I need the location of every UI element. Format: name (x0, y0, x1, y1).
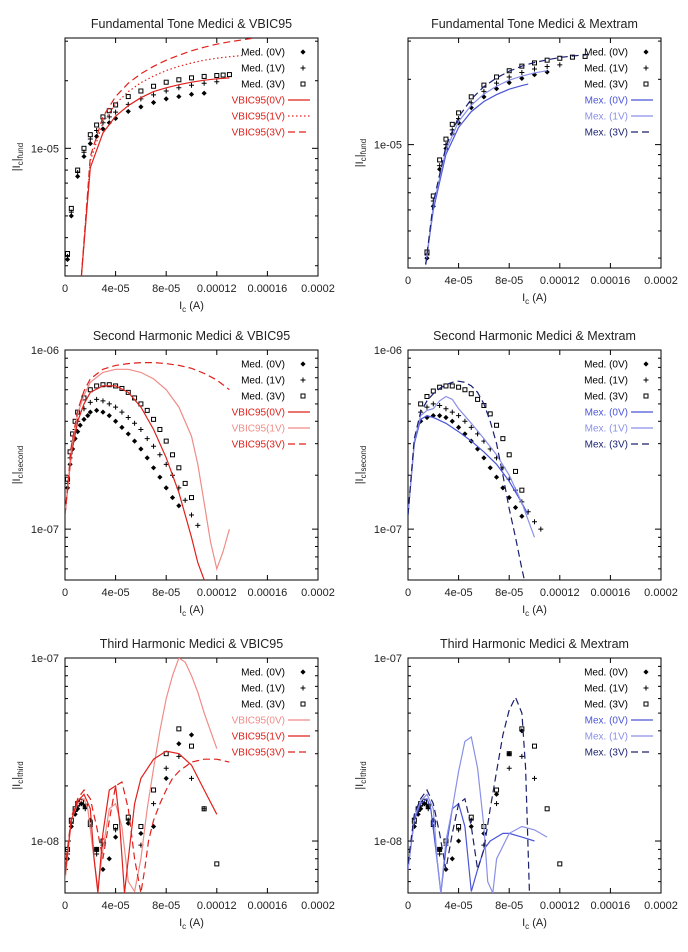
legend-marker (301, 66, 306, 71)
data-point-med-0v (107, 856, 112, 861)
chart-title: Third Harmonic Medici & VBIC95 (99, 637, 284, 651)
legend-label: VBIC95(0V) (231, 715, 285, 727)
legend-label: Med. (1V) (241, 683, 285, 695)
legend-label: Med. (0V) (241, 47, 285, 59)
data-point-med-3v (202, 74, 206, 78)
legend-label: VBIC95(3V) (231, 747, 285, 759)
data-point-med-1v (494, 801, 499, 806)
data-point-med-3v (444, 137, 448, 141)
data-point-med-3v (488, 412, 492, 416)
legend-label: Med. (0V) (584, 47, 628, 59)
data-point-med-0v (132, 439, 137, 444)
data-point-med-0v (443, 415, 448, 420)
x-tick-label: 0 (61, 283, 69, 295)
series-line-vbic95-1v (65, 751, 217, 893)
data-point-med-0v (100, 410, 105, 415)
data-point-med-1v (183, 498, 188, 503)
y-axis-label: $|I_c|_{fund}$ (11, 142, 25, 172)
data-point-med-1v (126, 415, 131, 420)
data-point-med-3v (495, 75, 499, 79)
data-point-med-3v (450, 384, 454, 388)
data-point-med-1v (164, 89, 169, 94)
legend-label: VBIC95(0V) (231, 407, 285, 419)
data-point-med-0v (138, 446, 143, 451)
legend (584, 360, 653, 451)
y-tick-label: 1e-07 (30, 524, 59, 537)
legend-label: Med. (3V) (584, 699, 628, 711)
legend-label: Mex. (1V) (584, 423, 628, 435)
x-tick-label: 4e-05 (101, 283, 130, 295)
data-point-med-0v (456, 425, 461, 430)
x-tick-label: 4e-05 (444, 587, 473, 599)
y-tick-label: 1e-06 (373, 345, 402, 357)
data-point-med-3v (227, 73, 231, 77)
data-point-med-1v (119, 410, 124, 415)
x-tick-label: 8e-05 (152, 283, 181, 295)
plot-area (408, 381, 543, 580)
legend-label: VBIC95(1V) (231, 731, 285, 743)
x-tick-label: 0.00016 (590, 587, 631, 599)
legend-label: Med. (1V) (241, 375, 285, 387)
legend-label: Med. (0V) (584, 359, 628, 371)
data-point-med-0v (494, 475, 499, 480)
data-point-med-3v (514, 469, 518, 473)
data-point-med-1v (132, 421, 137, 426)
legend-marker (643, 361, 648, 366)
data-point-med-0v (513, 505, 518, 510)
data-point-med-3v (177, 466, 181, 470)
legend-label: VBIC95(0V) (231, 95, 285, 107)
x-tick-label: 0.0002 (644, 275, 678, 287)
data-point-med-1v (456, 413, 461, 418)
data-point-med-3v (95, 384, 99, 388)
x-tick-label: 0.0002 (644, 900, 678, 912)
legend-marker (300, 49, 305, 54)
data-point-med-0v (176, 503, 181, 508)
data-point-med-1v (88, 400, 93, 405)
data-point-med-1v (557, 62, 562, 67)
data-point-med-3v (139, 89, 143, 93)
y-tick-label: 1e-08 (30, 836, 59, 849)
legend-label: Med. (0V) (241, 359, 285, 371)
data-point-med-1v (189, 512, 194, 517)
data-point-med-1v (507, 766, 512, 771)
legend-label: Med. (3V) (584, 391, 628, 403)
data-point-med-3v (177, 727, 181, 731)
data-point-med-0v (113, 419, 118, 424)
data-point-med-1v (113, 110, 118, 115)
data-point-med-3v (495, 788, 499, 792)
data-point-med-0v (176, 94, 181, 99)
data-point-med-3v (95, 123, 99, 127)
data-point-med-1v (94, 851, 99, 856)
series-line-mex-3v (426, 55, 585, 265)
data-point-med-3v (190, 744, 194, 748)
data-point-med-1v (507, 74, 512, 79)
data-point-med-3v (139, 825, 143, 829)
data-point-med-1v (519, 70, 524, 75)
x-axis-label: $I_c$ (A) (179, 917, 204, 931)
legend-marker (301, 82, 305, 86)
legend-label: Mex. (0V) (584, 407, 628, 419)
legend-marker (644, 702, 648, 706)
data-point-med-1v (151, 444, 156, 449)
chart-title: Fundamental Tone Medici & VBIC95 (90, 17, 293, 31)
x-tick-label: 0 (61, 587, 69, 599)
series-line-vbic95-3v (81, 38, 254, 276)
data-point-med-3v (425, 395, 429, 399)
legend-label: Mex. (0V) (584, 715, 628, 727)
data-point-med-1v (532, 519, 537, 524)
legend-label: VBIC95(3V) (231, 439, 285, 451)
data-point-med-0v (151, 100, 156, 105)
data-point-med-0v (138, 831, 143, 836)
legend-marker (300, 669, 305, 674)
data-point-med-0v (481, 455, 486, 460)
data-point-med-1v (462, 419, 467, 424)
legend (584, 668, 653, 759)
data-point-med-3v (190, 76, 194, 80)
data-point-med-3v (215, 74, 219, 78)
legend-marker (301, 686, 306, 691)
legend-marker (644, 378, 649, 383)
plot-area (65, 363, 229, 580)
chart-panel-1 (11, 17, 335, 314)
x-tick-label: 0.00016 (247, 587, 288, 599)
data-point-med-1v (195, 523, 200, 528)
legend-marker (644, 394, 648, 398)
y-axis-label: $|I_c|_{third}$ (354, 761, 368, 790)
y-tick-label: 1e-08 (373, 836, 402, 849)
data-point-med-1v (145, 436, 150, 441)
x-tick-label: 4e-05 (101, 587, 130, 599)
data-point-med-1v (545, 64, 550, 69)
y-tick-label: 1e-07 (30, 653, 59, 665)
data-point-med-1v (532, 776, 537, 781)
legend-label: Mex. (1V) (584, 111, 628, 123)
legend-label: Mex. (3V) (584, 747, 628, 759)
data-point-med-1v (164, 766, 169, 771)
data-point-med-0v (519, 514, 524, 519)
data-point-med-1v (189, 776, 194, 781)
x-tick-label: 8e-05 (495, 587, 524, 599)
data-point-med-3v (457, 385, 461, 389)
data-point-med-3v (190, 496, 194, 500)
data-point-med-0v (176, 741, 181, 746)
data-point-med-3v (438, 158, 442, 162)
legend (232, 668, 310, 759)
data-point-med-0v (164, 96, 169, 101)
data-point-med-0v (450, 419, 455, 424)
legend-label: Med. (3V) (584, 79, 628, 91)
x-tick-label: 0 (61, 900, 69, 912)
x-tick-label: 4e-05 (444, 900, 473, 912)
data-point-med-1v (424, 405, 429, 410)
data-point-med-1v (88, 137, 93, 142)
data-point-med-3v (476, 397, 480, 401)
data-point-med-0v (88, 141, 93, 146)
legend-label: Mex. (0V) (584, 95, 628, 107)
legend-marker (644, 82, 648, 86)
data-point-med-0v (94, 408, 99, 413)
data-point-med-3v (419, 402, 423, 406)
x-tick-label: 0.00016 (247, 900, 288, 912)
series-line-vbic95-0v (65, 658, 217, 892)
data-point-med-0v (202, 91, 207, 96)
legend-marker (301, 702, 305, 706)
data-point-med-1v (437, 851, 442, 856)
data-point-med-0v (164, 776, 169, 781)
x-tick-label: 0.00012 (539, 275, 580, 287)
legend (232, 360, 310, 451)
data-point-med-3v (126, 95, 130, 99)
x-tick-label: 0 (404, 900, 412, 912)
data-point-med-1v (214, 79, 219, 84)
x-axis-label: $I_c$ (A) (179, 300, 204, 314)
data-point-med-0v (126, 109, 131, 114)
data-point-med-0v (107, 413, 112, 418)
legend-marker (301, 394, 305, 398)
series-line-vbic95-0v (81, 78, 229, 276)
data-point-med-1v (450, 410, 455, 415)
data-point-med-3v (221, 73, 225, 77)
legend-label: Med. (1V) (584, 375, 628, 387)
x-tick-label: 0.00016 (247, 283, 288, 295)
legend-label: VBIC95(3V) (231, 127, 285, 139)
data-point-med-0v (113, 835, 118, 840)
data-point-med-0v (456, 838, 461, 843)
x-tick-label: 0 (404, 587, 412, 599)
legend-marker (644, 686, 649, 691)
data-point-med-0v (78, 423, 83, 428)
data-point-med-0v (138, 104, 143, 109)
data-point-med-3v (558, 862, 562, 866)
chart-panel-6 (354, 637, 678, 931)
data-point-med-1v (532, 67, 537, 72)
legend-marker (643, 49, 648, 54)
legend (232, 48, 310, 139)
data-point-med-3v (469, 392, 473, 396)
legend-label: Med. (3V) (241, 391, 285, 403)
x-tick-label: 0.00012 (539, 900, 580, 912)
x-tick-label: 8e-05 (495, 275, 524, 287)
data-point-med-0v (157, 475, 162, 480)
data-point-med-3v (145, 408, 149, 412)
data-point-med-0v (164, 485, 169, 490)
data-point-med-1v (107, 401, 112, 406)
data-point-med-3v (158, 427, 162, 431)
plot-area (65, 658, 229, 893)
series-line-vbic95-1v (65, 369, 229, 569)
x-tick-label: 0.00016 (590, 900, 631, 912)
data-point-med-1v (100, 398, 105, 403)
data-point-med-0v (437, 413, 442, 418)
data-point-med-0v (170, 495, 175, 500)
y-tick-label: 1e-05 (30, 143, 59, 156)
data-point-med-0v (119, 425, 124, 430)
data-point-med-1v (202, 81, 207, 86)
data-point-med-3v (469, 95, 473, 99)
x-tick-label: 4e-05 (101, 900, 130, 912)
chart-panel-5 (11, 637, 335, 931)
data-point-med-1v (157, 452, 162, 457)
plot-area (408, 697, 562, 893)
data-point-med-1v (176, 85, 181, 90)
legend-label: VBIC95(1V) (231, 423, 285, 435)
data-point-med-0v (450, 856, 455, 861)
data-point-med-3v (533, 744, 537, 748)
legend-label: Med. (0V) (584, 667, 628, 679)
data-point-med-1v (189, 83, 194, 88)
data-point-med-3v (215, 862, 219, 866)
chart-title: Third Harmonic Medici & Mextram (440, 637, 629, 651)
chart-title: Second Harmonic Medici & VBIC95 (92, 329, 291, 343)
chart-title: Second Harmonic Medici & Mextram (433, 329, 636, 343)
legend-marker (644, 66, 649, 71)
chart-title: Fundamental Tone Medici & Mextram (431, 17, 638, 31)
data-point-med-3v (88, 133, 92, 137)
data-point-med-0v (151, 824, 156, 829)
series-line-mex-0v (408, 799, 535, 893)
data-point-med-1v (94, 397, 99, 402)
data-point-med-3v (501, 437, 505, 441)
legend-label: Mex. (1V) (584, 731, 628, 743)
plot-area (65, 38, 255, 276)
y-tick-label: 1e-05 (373, 139, 402, 152)
x-tick-label: 8e-05 (152, 900, 181, 912)
y-axis-label: $|I_c|_{second}$ (354, 445, 368, 485)
x-tick-label: 0.00012 (196, 587, 237, 599)
data-point-med-3v (171, 453, 175, 457)
legend-label: Med. (1V) (584, 683, 628, 695)
legend-label: Mex. (3V) (584, 439, 628, 451)
data-point-med-0v (545, 69, 550, 74)
data-point-med-3v (463, 388, 467, 392)
y-tick-label: 1e-07 (373, 653, 402, 665)
x-tick-label: 0 (404, 275, 412, 287)
data-point-med-1v (519, 754, 524, 759)
data-point-med-1v (443, 406, 448, 411)
legend-marker (643, 669, 648, 674)
x-tick-label: 8e-05 (495, 900, 524, 912)
x-tick-label: 0.0002 (301, 900, 335, 912)
legend-label: Med. (1V) (241, 63, 285, 75)
x-tick-label: 0.0002 (644, 587, 678, 599)
y-tick-label: 1e-06 (30, 345, 59, 357)
data-point-med-1v (151, 801, 156, 806)
legend-marker (300, 361, 305, 366)
data-point-med-0v (151, 465, 156, 470)
legend-label: Med. (3V) (241, 79, 285, 91)
x-tick-label: 0.00012 (196, 900, 237, 912)
y-axis-label: $|I_c|_{third}$ (11, 761, 25, 790)
data-point-med-3v (82, 146, 86, 150)
chart-panel-2 (354, 17, 678, 306)
data-point-med-0v (126, 431, 131, 436)
x-axis-label: $I_c$ (A) (522, 604, 547, 618)
chart-panel-4 (354, 329, 678, 618)
data-point-med-3v (545, 807, 549, 811)
x-tick-label: 0.00016 (590, 275, 631, 287)
y-axis-label: $|I_c|_{fund}$ (354, 138, 368, 168)
data-point-med-3v (183, 481, 187, 485)
x-tick-label: 0.0002 (301, 587, 335, 599)
data-point-med-3v (152, 417, 156, 421)
x-tick-label: 0.0002 (301, 283, 335, 295)
data-point-med-3v (177, 78, 181, 82)
plot-area (424, 54, 587, 264)
data-point-med-0v (488, 465, 493, 470)
legend-label: Med. (1V) (584, 63, 628, 75)
data-point-med-3v (164, 80, 168, 84)
x-axis-label: $I_c$ (A) (179, 604, 204, 618)
y-axis-label: $|I_c|_{second}$ (11, 445, 25, 485)
y-tick-label: 1e-07 (373, 524, 402, 537)
x-axis-label: $I_c$ (A) (522, 917, 547, 931)
data-point-med-3v (164, 439, 168, 443)
data-point-med-0v (189, 732, 194, 737)
data-point-med-3v (152, 788, 156, 792)
legend (584, 48, 653, 139)
data-point-med-3v (520, 488, 524, 492)
data-point-med-1v (138, 427, 143, 432)
data-point-med-0v (189, 92, 194, 97)
chart-panel-3 (11, 329, 335, 618)
data-point-med-0v (145, 455, 150, 460)
data-point-med-1v (113, 405, 118, 410)
series-line-mex-0v (408, 416, 528, 515)
x-tick-label: 0.00012 (196, 283, 237, 295)
x-tick-label: 8e-05 (152, 587, 181, 599)
data-point-med-3v (152, 84, 156, 88)
data-point-med-3v (450, 122, 454, 126)
data-point-med-3v (495, 423, 499, 427)
x-tick-label: 4e-05 (444, 275, 473, 287)
legend-label: Med. (0V) (241, 667, 285, 679)
legend-label: Med. (3V) (241, 699, 285, 711)
legend-label: Mex. (3V) (584, 127, 628, 139)
legend-label: VBIC95(1V) (231, 111, 285, 123)
x-tick-label: 0.00012 (539, 587, 580, 599)
legend-marker (301, 378, 306, 383)
data-point-med-3v (507, 453, 511, 457)
data-point-med-3v (431, 389, 435, 393)
data-point-med-0v (81, 417, 86, 422)
data-point-med-1v (538, 527, 543, 532)
x-axis-label: $I_c$ (A) (522, 292, 547, 306)
